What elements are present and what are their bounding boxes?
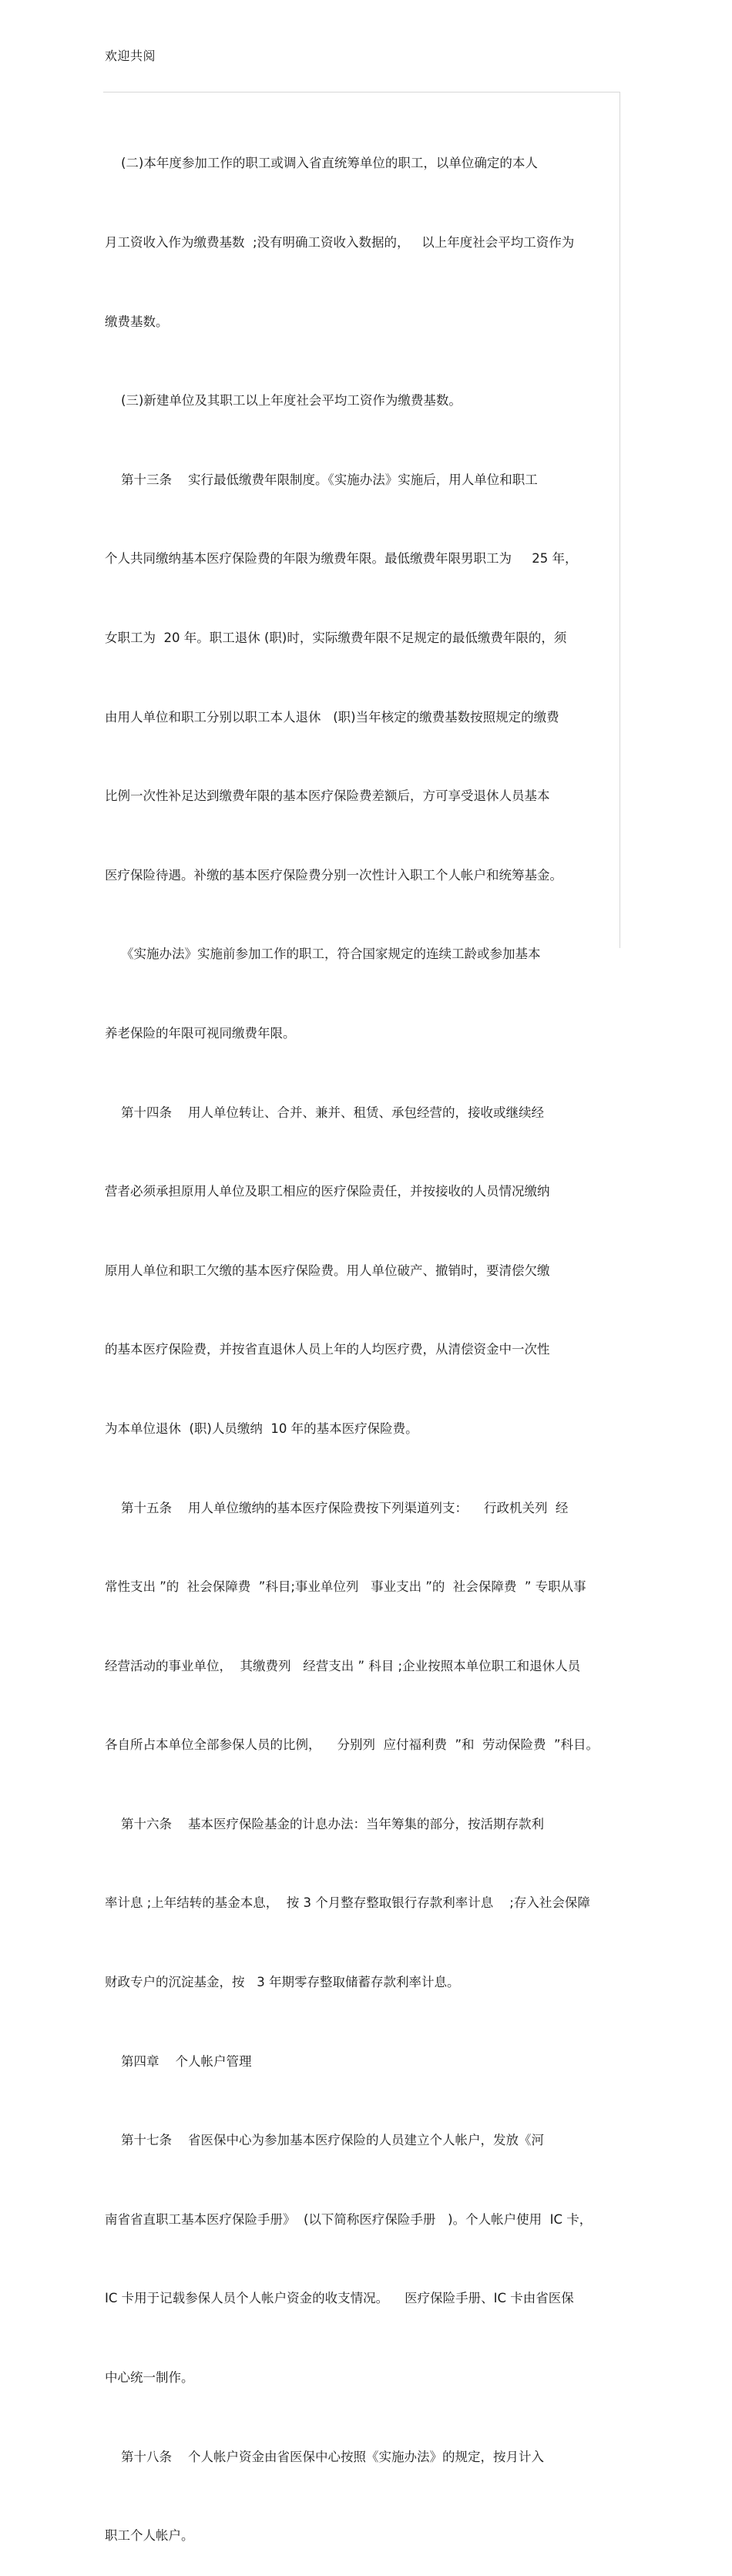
text-line: 第十四条 用人单位转让、合并、兼并、租赁、承包经营的，接收或继续经 [105, 1105, 544, 1120]
text-line: 率计息 ;上年结转的基金本息， 按 3 个月整存整取银行存款利率计息 ;存入社会保障 [105, 1895, 590, 1911]
text-line: 女职工为 20 年。职工退休 (职)时，实际缴费年限不足规定的最低缴费年限的，须 [105, 630, 567, 645]
text-line: 缴费基数。 [105, 314, 169, 329]
text-line: 第四章 个人帐户管理 [105, 2053, 252, 2069]
text-line: 医疗保险待遇。补缴的基本医疗保险费分别一次性计入职工个人帐户和统筹基金。 [105, 867, 562, 883]
text-line: 月工资收入作为缴费基数 ;没有明确工资收入数据的， 以上年度社会平均工资作为 [105, 235, 575, 250]
text-line: 比例一次性补足达到缴费年限的基本医疗保险费差额后，方可享受退休人员基本 [105, 789, 550, 804]
text-line: 经营活动的事业单位， 其缴费列 经营支出 ” 科目 ;企业按照本单位职工和退休人员 [105, 1658, 581, 1673]
text-line: 职工个人帐户。 [105, 2528, 194, 2544]
text-line: 个人共同缴纳基本医疗保险费的年限为缴费年限。最低缴费年限男职工为 25 年， [105, 551, 578, 567]
text-line: 第十五条 用人单位缴纳的基本医疗保险费按下列渠道列支： 行政机关列 经 [105, 1500, 569, 1515]
text-line: 各自所占本单位全部参保人员的比例， 分别列 应付福利费 ”和 劳动保险费 ”科目。 [105, 1737, 599, 1753]
text-line: 第十三条 实行最低缴费年限制度。《实施办法》实施后，用人单位和职工 [105, 472, 538, 487]
text-line: 《实施办法》实施前参加工作的职工，符合国家规定的连续工龄或参加基本 [105, 947, 541, 962]
text-line: 南省省直职工基本医疗保险手册》 (以下简称医疗保险手册 )。个人帐户使用 IC 卡， [105, 2211, 593, 2227]
text-line: 为本单位退休 (职)人员缴纳 10 年的基本医疗保险费。 [105, 1421, 418, 1436]
text-line: 常性支出 ”的 社会保障费 ”科目;事业单位列 事业支出 ”的 社会保障费 ” 专职从事 [105, 1579, 586, 1595]
text-line: 第十七条 省医保中心为参加基本医疗保险的人员建立个人帐户，发放《河 [105, 2133, 544, 2148]
text-line: 由用人单位和职工分别以职工本人退休 (职)当年核定的缴费基数按照规定的缴费 [105, 709, 559, 725]
text-line: (二)本年度参加工作的职工或调入省直统筹单位的职工，以单位确定的本人 [105, 156, 538, 171]
text-line: 第十八条 个人帐户资金由省医保中心按照《实施办法》的规定，按月计入 [105, 2449, 544, 2464]
document-body [105, 98, 620, 2576]
text-line: 原用人单位和职工欠缴的基本医疗保险费。用人单位破产、撤销时，要清偿欠缴 [105, 1263, 550, 1278]
text-line: 中心统一制作。 [105, 2370, 194, 2386]
text-line: 第十六条 基本医疗保险基金的计息办法：当年筹集的部分，按活期存款利 [105, 1816, 544, 1831]
text-line: 养老保险的年限可视同缴费年限。 [105, 1025, 296, 1041]
text-line: 营者必须承担原用人单位及职工相应的医疗保险责任，并按接收的人员情况缴纳 [105, 1184, 550, 1199]
text-line: (三)新建单位及其职工以上年度社会平均工资作为缴费基数。 [105, 393, 462, 409]
text-line: 财政专户的沉淀基金，按 3 年期零存整取储蓄存款利率计息。 [105, 1975, 460, 1990]
page-header: 欢迎共阅 [105, 49, 156, 63]
text-line: IC 卡用于记载参保人员个人帐户资金的收支情况。 医疗保险手册、IC 卡由省医保 [105, 2291, 574, 2306]
text-line: 的基本医疗保险费，并按省直退休人员上年的人均医疗费，从清偿资金中一次性 [105, 1342, 550, 1357]
